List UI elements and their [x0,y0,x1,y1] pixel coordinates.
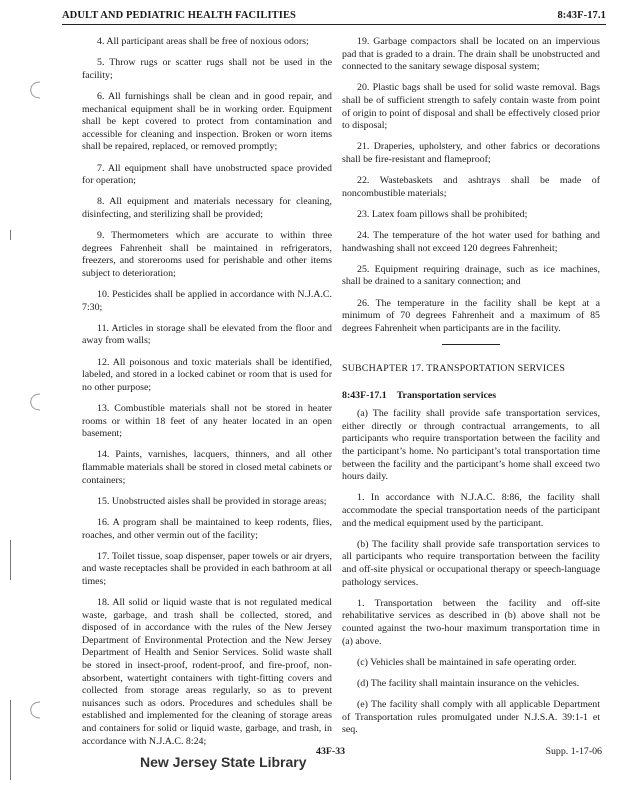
rule-item-6: 6. All furnishings shall be clean and in good repair, and mechanical equipment shall be in working order. Equipment shall be kept covered to protect from contamination and accessible for cleaning and inspection. Broken or worn items shall be repaired, replaced, or removed promptly; [82,90,332,153]
rule-item-4: 4. All participant areas shall be free of noxious odors; [97,36,309,47]
rule-item-7: 7. All equipment shall have unobstructed space provided for operation; [82,162,332,187]
left-column [82,36,332,757]
rule-item-13: 13. Combustible materials shall not be stored in heater rooms or within 18 feet of any heater located in an open basement; [82,403,332,440]
section-paragraph-d: (d) The facility shall maintain insurance on the vehicles. [357,677,580,689]
header-title: ADULT AND PEDIATRIC HEALTH FACILITIES [62,10,296,21]
section-paragraph-b1: 1. Transportation between the facility and off-site rehabilitative services as described in (b) above shall not be counted against the two-hour maximum transportation time in (a) above. [342,597,600,647]
binder-margin [0,0,60,800]
margin-mark [10,230,11,240]
rule-item-17: 17. Toilet tissue, soap dispenser, paper towels or air dryers, and waste receptacles shall be provided in each bathroom at all times; [82,550,332,587]
punch-hole-icon [28,700,44,720]
rule-item-19: 19. Garbage compactors shall be located on an impervious pad that is graded to a drain. The drain shall be unobstructed and connected to the sanitary sewage disposal system; [342,36,600,73]
right-column [342,36,600,745]
rule-item-8: 8. All equipment and materials necessary for cleaning, disinfecting, and sterilizing shall be provided; [82,196,332,220]
section-heading [342,390,600,403]
rule-item-14: 14. Paints, varnishes, lacquers, thinners, and all other flammable materials shall be stored in closed metal cabinets or containers; [82,449,332,486]
section-paragraph-a: (a) The facility shall provide safe transportation services, either directly or through contractual arrangements, to all participants who require transportation between the facility and the participant’s home. No participant’s total transportation time between the facility and the participant’s home shall exceed two hours daily. [342,408,600,483]
rule-item-16: 16. A program shall be maintained to keep rodents, flies, roaches, and other vermin out of the facility; [82,516,332,541]
rule-item-20: 20. Plastic bags shall be used for solid waste removal. Bags shall be of sufficient strength to safely contain waste from point of origin to point of disposal and shall be effectively closed prior to disposal; [342,82,600,132]
supplement-date: Supp. 1-17-06 [545,746,602,757]
rule-item-23: 23. Latex foam pillows shall be prohibited; [357,208,528,220]
section-paragraph-b: (b) The facility shall provide safe transportation services to all participants who require transportation between the facility and off-site physical or occupational therapy or speech-language pathology services. [342,538,600,588]
rule-item-26: 26. The temperature in the facility shall be kept at a minimum of 70 degrees Fahrenheit and a maximum of 85 degrees Fahrenheit when participants are in the facility. [342,297,600,334]
rule-item-24: 24. The temperature of the hot water used for bathing and handwashing shall not exceed 120 degrees Fahrenheit; [342,230,600,254]
punch-hole-icon [28,80,44,100]
rule-item-12: 12. All poisonous and toxic materials shall be identified, labeled, and stored in a locked cabinet or room that is used for no other purpose; [82,356,332,393]
rule-item-15: 15. Unobstructed aisles shall be provided in storage areas; [97,495,327,507]
rule-item-22: 22. Wastebaskets and ashtrays shall be made of noncombustible materials; [342,175,600,199]
page-number: 43F-33 [316,746,346,757]
rule-item-21: 21. Draperies, upholstery, and other fabrics or decorations shall be fire-resistant and flameproof; [342,141,600,165]
rule-item-9: 9. Thermometers which are accurate to within three degrees Fahrenheit shall be maintained in refrigerators, freezers, and storerooms used for perishable and other items subject to deterioration; [82,230,332,279]
section-title: Transportation services [396,389,497,401]
page-footer [0,746,618,786]
section-paragraph-c: (c) Vehicles shall be maintained in safe operating order. [357,656,577,668]
section-divider [442,344,500,345]
punch-hole-icon [28,392,44,412]
rule-item-25: 25. Equipment requiring drainage, such as ice machines, shall be drained to a sanitary connection; and [342,263,600,288]
rule-item-11: 11. Articles in storage shall be elevated from the floor and away from walls; [82,322,332,347]
rule-item-18: 18. All solid or liquid waste that is not regulated medical waste, garbage, and trash shall be collected, stored, and disposed of in accordance with the rules of the New Jersey Department of Environmental Protection and the New Jersey Department of Health and Senior Services. Solid waste shall be stored in insect-proof, rodent-proof, and fire-proof, non-absorbent, watertight containers with tight-fitting covers and collected from storage areas regularly, so as to prevent nuisances such as odors. Procedures and schedules shall be established and implemented for the cleaning of storage areas and containers for solid or liquid waste, garbage, and trash, in accordance with N.J.A.C. 8:24; [82,597,332,747]
margin-mark [10,540,11,580]
header-code: 8:43F-17.1 [557,10,606,21]
rule-item-10: 10. Pesticides shall be applied in accordance with N.J.A.C. 7:30; [82,289,332,313]
section-number: 8:43F-17.1 [342,389,387,401]
section-paragraph-e: (e) The facility shall comply with all applicable Department of Transportation rules promulgated under N.J.S.A. 39:1-1 et seq. [342,699,600,736]
rule-item-5: 5. Throw rugs or scatter rugs shall not be used in the facility; [82,57,332,81]
subchapter-heading: SUBCHAPTER 17. TRANSPORTATION SERVICES [342,363,566,375]
library-stamp: New Jersey State Library [140,754,307,770]
running-header [62,6,606,24]
header-rule [62,24,606,25]
section-paragraph-a1: 1. In accordance with N.J.A.C. 8:86, the facility shall accommodate the special transportation needs of the participant and the medical equipment used by the participant. [342,492,600,529]
